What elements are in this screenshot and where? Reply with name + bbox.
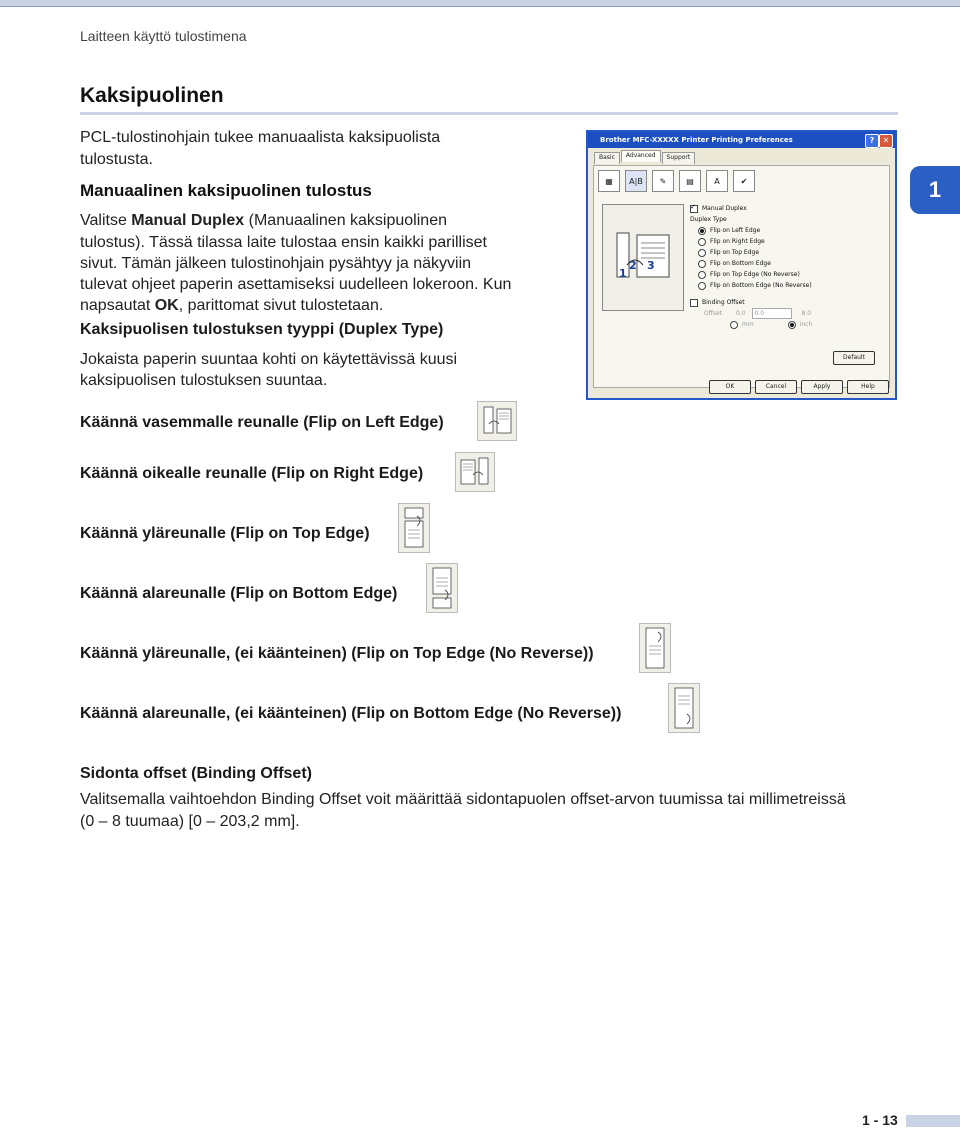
radio-mm[interactable] [730, 321, 738, 329]
radio-flip-right[interactable]: Flip on Right Edge [690, 236, 812, 247]
intro-line-2: tulostusta. [80, 151, 153, 168]
dialog-title-bar [588, 132, 895, 148]
cancel-button[interactable]: Cancel [755, 380, 797, 394]
footer-bar [906, 1115, 960, 1127]
chapter-tab: 1 [910, 166, 960, 214]
offset-input[interactable]: 0.0 [752, 308, 792, 319]
manual-line-5: napsautat OK, parittomat sivut tulostetaan. [80, 297, 384, 314]
intro-line-1: PCL-tulostinohjain tukee manuaalista kaksipuolista [80, 129, 441, 146]
flip-bottom-no-reverse-icon [668, 683, 700, 733]
section-title: Kaksipuolinen [80, 84, 224, 107]
preview-num-2: 2 [629, 259, 637, 272]
section-rule [80, 112, 898, 115]
duplex-icon[interactable]: A|B [625, 170, 647, 192]
option-flip-bottom-no-reverse: Käännä alareunalle, (ei käänteinen) (Flip on Bottom Edge (No Reverse)) [80, 705, 622, 722]
tab-basic[interactable]: Basic [594, 152, 620, 164]
duplex-type-heading: Kaksipuolisen tulostuksen tyyppi (Duplex Type) [80, 321, 444, 338]
binding-offset-checkbox[interactable]: Binding Offset [690, 297, 812, 308]
binding-offset-heading: Sidonta offset (Binding Offset) [80, 765, 312, 782]
offset-min: 0.0 [736, 310, 746, 317]
dialog-title: Brother MFC-XXXXX Printer Printing Preferences [600, 136, 793, 144]
quality-icon[interactable]: ▦ [598, 170, 620, 192]
advanced-panel [593, 165, 890, 388]
help-button[interactable]: Help [847, 380, 889, 394]
page-setting-icon[interactable]: ▤ [679, 170, 701, 192]
running-header: Laitteen käyttö tulostimena [80, 28, 247, 44]
duplex-type-line-1: Jokaista paperin suuntaa kohti on käytettävissä kuusi [80, 351, 458, 368]
binding-line-2: (0 – 8 tuumaa) [0 – 203,2 mm]. [80, 813, 300, 830]
manual-duplex-heading: Manuaalinen kaksipuolinen tulostus [80, 181, 372, 200]
flip-bottom-edge-icon [426, 563, 458, 613]
tab-advanced[interactable]: Advanced [621, 150, 661, 162]
radio-inch[interactable] [788, 321, 796, 329]
dialog-tabs [594, 152, 696, 164]
binding-line-1: Valitsemalla vaihtoehdon Binding Offset voit määrittää sidontapuolen offset-arvon tuumissa tai millimetreissä [80, 791, 846, 808]
close-icon[interactable]: ✕ [879, 134, 893, 148]
flip-left-edge-icon [477, 401, 517, 441]
option-flip-bottom: Käännä alareunalle (Flip on Bottom Edge) [80, 585, 398, 602]
option-flip-top-no-reverse: Käännä yläreunalle, (ei käänteinen) (Flip on Top Edge (No Reverse)) [80, 645, 594, 662]
option-flip-right: Käännä oikealle reunalle (Flip on Right Edge) [80, 465, 424, 482]
unit-row: mm inch [690, 319, 812, 330]
printing-preferences-dialog [586, 130, 897, 400]
duplex-options [690, 203, 812, 330]
watermark-icon[interactable]: ✎ [652, 170, 674, 192]
manual-line-2: tulostus). Tässä tilassa laite tulostaa ensin kaikki parilliset [80, 234, 487, 251]
help-icon[interactable]: ? [865, 134, 879, 148]
manual-line-1: Valitse Manual Duplex (Manuaalinen kaksipuolinen [80, 212, 447, 229]
manual-line-4: tulevat ohjeet paperin asettamiseksi uudelleen lokeroon. Kun [80, 276, 512, 293]
duplex-type-label: Duplex Type [690, 216, 727, 223]
top-bar-line [0, 6, 960, 7]
default-button[interactable]: Default [833, 351, 875, 365]
manual-duplex-checkbox[interactable]: ✓ Manual Duplex [690, 203, 812, 214]
preview-num-1: 1 [619, 267, 627, 280]
radio-flip-bottom-no-reverse[interactable]: Flip on Bottom Edge (No Reverse) [690, 280, 812, 291]
offset-max: 8.0 [801, 310, 812, 317]
radio-flip-top-no-reverse[interactable]: Flip on Top Edge (No Reverse) [690, 269, 812, 280]
flip-right-edge-icon [455, 452, 495, 492]
dialog-buttons [709, 380, 889, 394]
duplex-type-line-2: kaksipuolisen tulostuksen suuntaa. [80, 372, 328, 389]
manual-line-3: sivut. Tämän jälkeen tulostinohjain pysähtyy ja näkyviin [80, 255, 472, 272]
duplex-preview [602, 204, 684, 311]
radio-flip-bottom[interactable]: Flip on Bottom Edge [690, 258, 812, 269]
feature-icon-bar [598, 170, 755, 192]
option-flip-left: Käännä vasemmalle reunalle (Flip on Left Edge) [80, 414, 444, 431]
font-icon[interactable]: A [706, 170, 728, 192]
flip-top-no-reverse-icon [639, 623, 671, 673]
option-flip-top: Käännä yläreunalle (Flip on Top Edge) [80, 525, 370, 542]
tab-support[interactable]: Support [662, 152, 696, 164]
flip-top-edge-icon [398, 503, 430, 553]
ok-button[interactable]: OK [709, 380, 751, 394]
preview-num-3: 3 [647, 259, 655, 272]
radio-flip-left[interactable]: Flip on Left Edge [690, 225, 812, 236]
radio-flip-top[interactable]: Flip on Top Edge [690, 247, 812, 258]
device-options-icon[interactable]: ✔ [733, 170, 755, 192]
offset-row: Offset 0.0 0.0 8.0 [704, 310, 812, 317]
page-number: 1 - 13 [862, 1112, 898, 1128]
apply-button[interactable]: Apply [801, 380, 843, 394]
